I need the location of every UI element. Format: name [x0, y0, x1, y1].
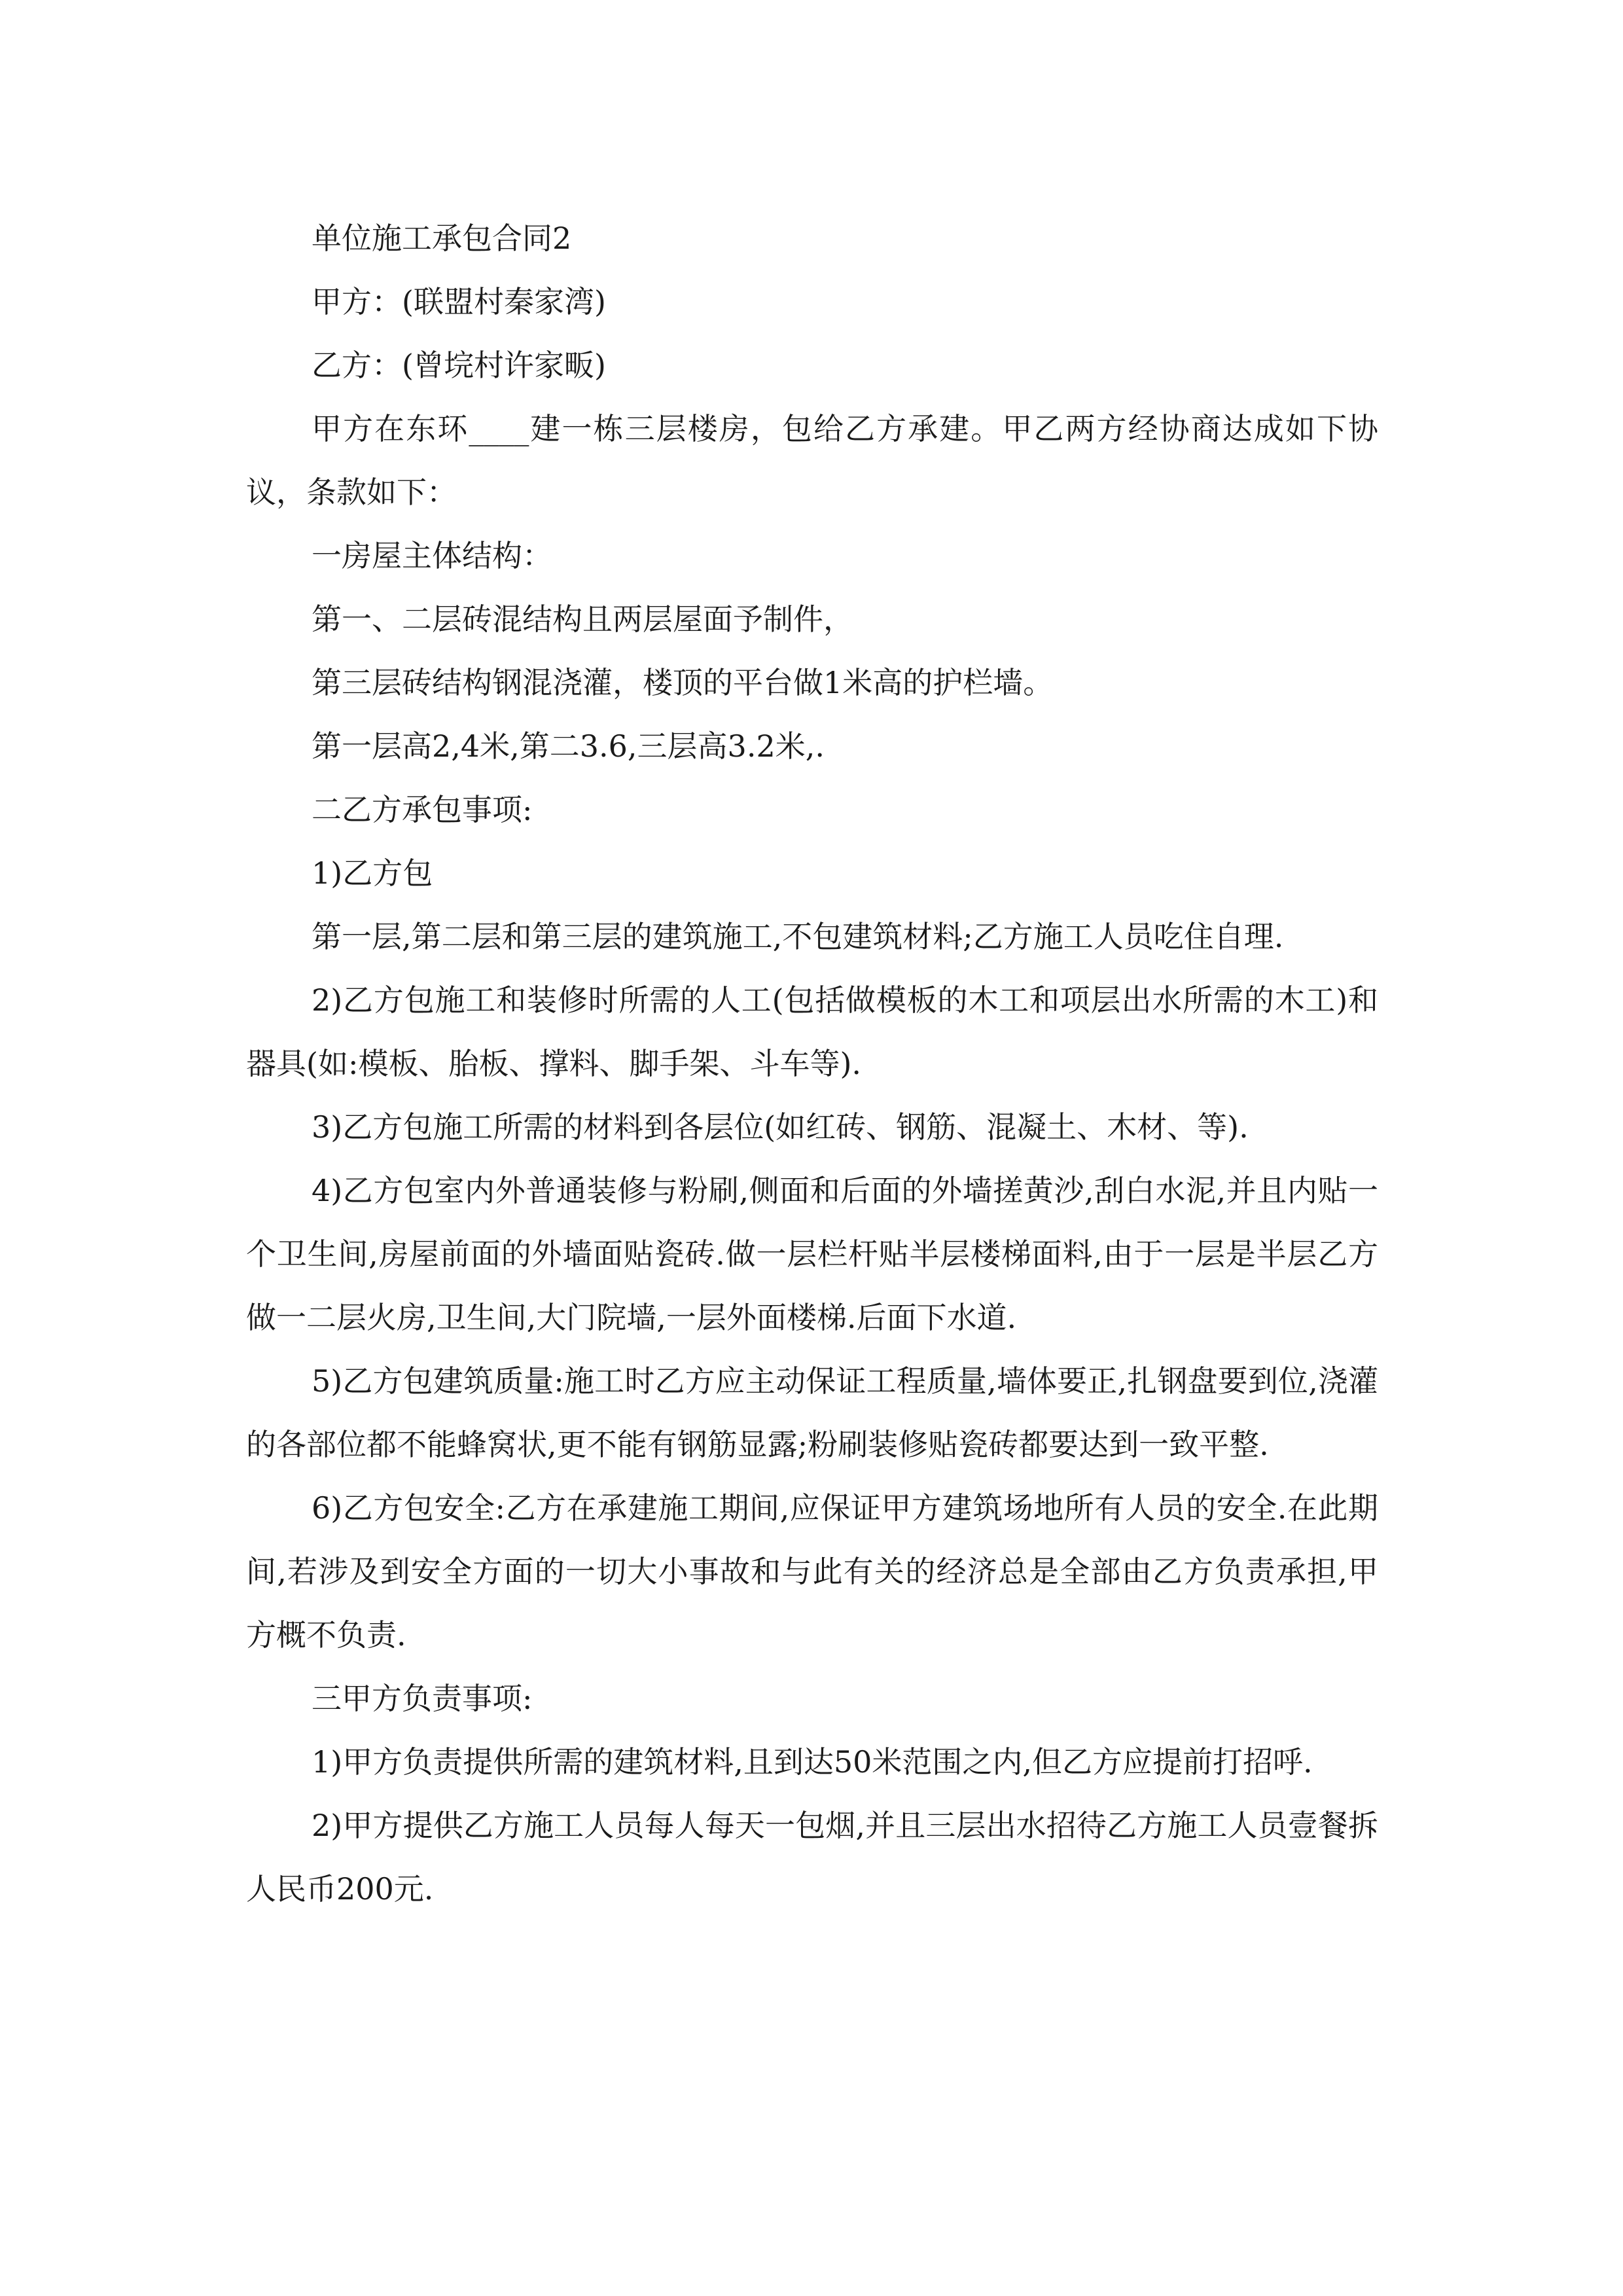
paragraph: 第一层高2,4米,第二3.6,三层高3.2米,.	[312, 728, 825, 764]
clause-item: 6)乙方包安全:乙方在承建施工期间,应保证甲方建筑场地所有人员的安全.在此期间,若涉及到安全方面的一切大小事故和与此有关的经济总是全部由乙方负责承担,甲方概不负责.	[246, 1490, 1378, 1653]
section-heading-3: 三甲方负责事项:	[312, 1681, 533, 1716]
paragraph: 第三层砖结构钢混浇灌，楼顶的平台做1米高的护栏墙。	[312, 665, 1054, 700]
intro-paragraph: 甲方在东环____建一栋三层楼房，包给乙方承建。甲乙两方经协商达成如下协议，条款如下：	[246, 411, 1378, 510]
clause-item: 1)甲方负责提供所需的建筑材料,且到达50米范围之内,但乙方应提前打招呼.	[312, 1744, 1313, 1780]
paragraph: 第一、二层砖混结构且两层屋面予制件，	[312, 601, 853, 637]
section-heading-1: 一房屋主体结构：	[312, 538, 552, 573]
section-heading-2: 二乙方承包事项:	[312, 792, 533, 827]
clause-item: 3)乙方包施工所需的材料到各层位(如红砖、钢筋、混凝土、木材、等).	[312, 1109, 1249, 1145]
clause-item: 2)乙方包施工和装修时所需的人工(包括做模板的木工和项层出水所需的木工)和器具(如:模板、胎板、撑料、脚手架、斗车等).	[246, 982, 1378, 1081]
clause-item: 2)甲方提供乙方施工人员每人每天一包烟,并且三层出水招待乙方施工人员壹餐拆人民币200元.	[246, 1808, 1378, 1907]
clause-item: 5)乙方包建筑质量:施工时乙方应主动保证工程质量,墙体要正,扎钢盘要到位,浇灌的各部位都不能蜂窝状,更不能有钢筋显露;粉刷装修贴瓷砖都要达到一致平整.	[246, 1363, 1378, 1462]
clause-item: 4)乙方包室内外普通装修与粉刷,侧面和后面的外墙搓黄沙,刮白水泥,并且内贴一个卫生间,房屋前面的外墙面贴瓷砖.做一层栏杆贴半层楼梯面料,由于一层是半层乙方做一二层火房,卫生间,大门院墙,一层外面楼梯.后面下水道.	[246, 1173, 1378, 1335]
party-a-line: 甲方：(联盟村秦家湾)	[312, 284, 606, 319]
party-b-line: 乙方：(曾垸村许家畈)	[312, 348, 606, 383]
paragraph: 第一层,第二层和第三层的建筑施工,不包建筑材料;乙方施工人员吃住自理.	[312, 919, 1284, 954]
document-title: 单位施工承包合同2	[312, 221, 572, 256]
document-body	[246, 207, 1378, 1921]
clause-item: 1)乙方包	[312, 855, 433, 891]
